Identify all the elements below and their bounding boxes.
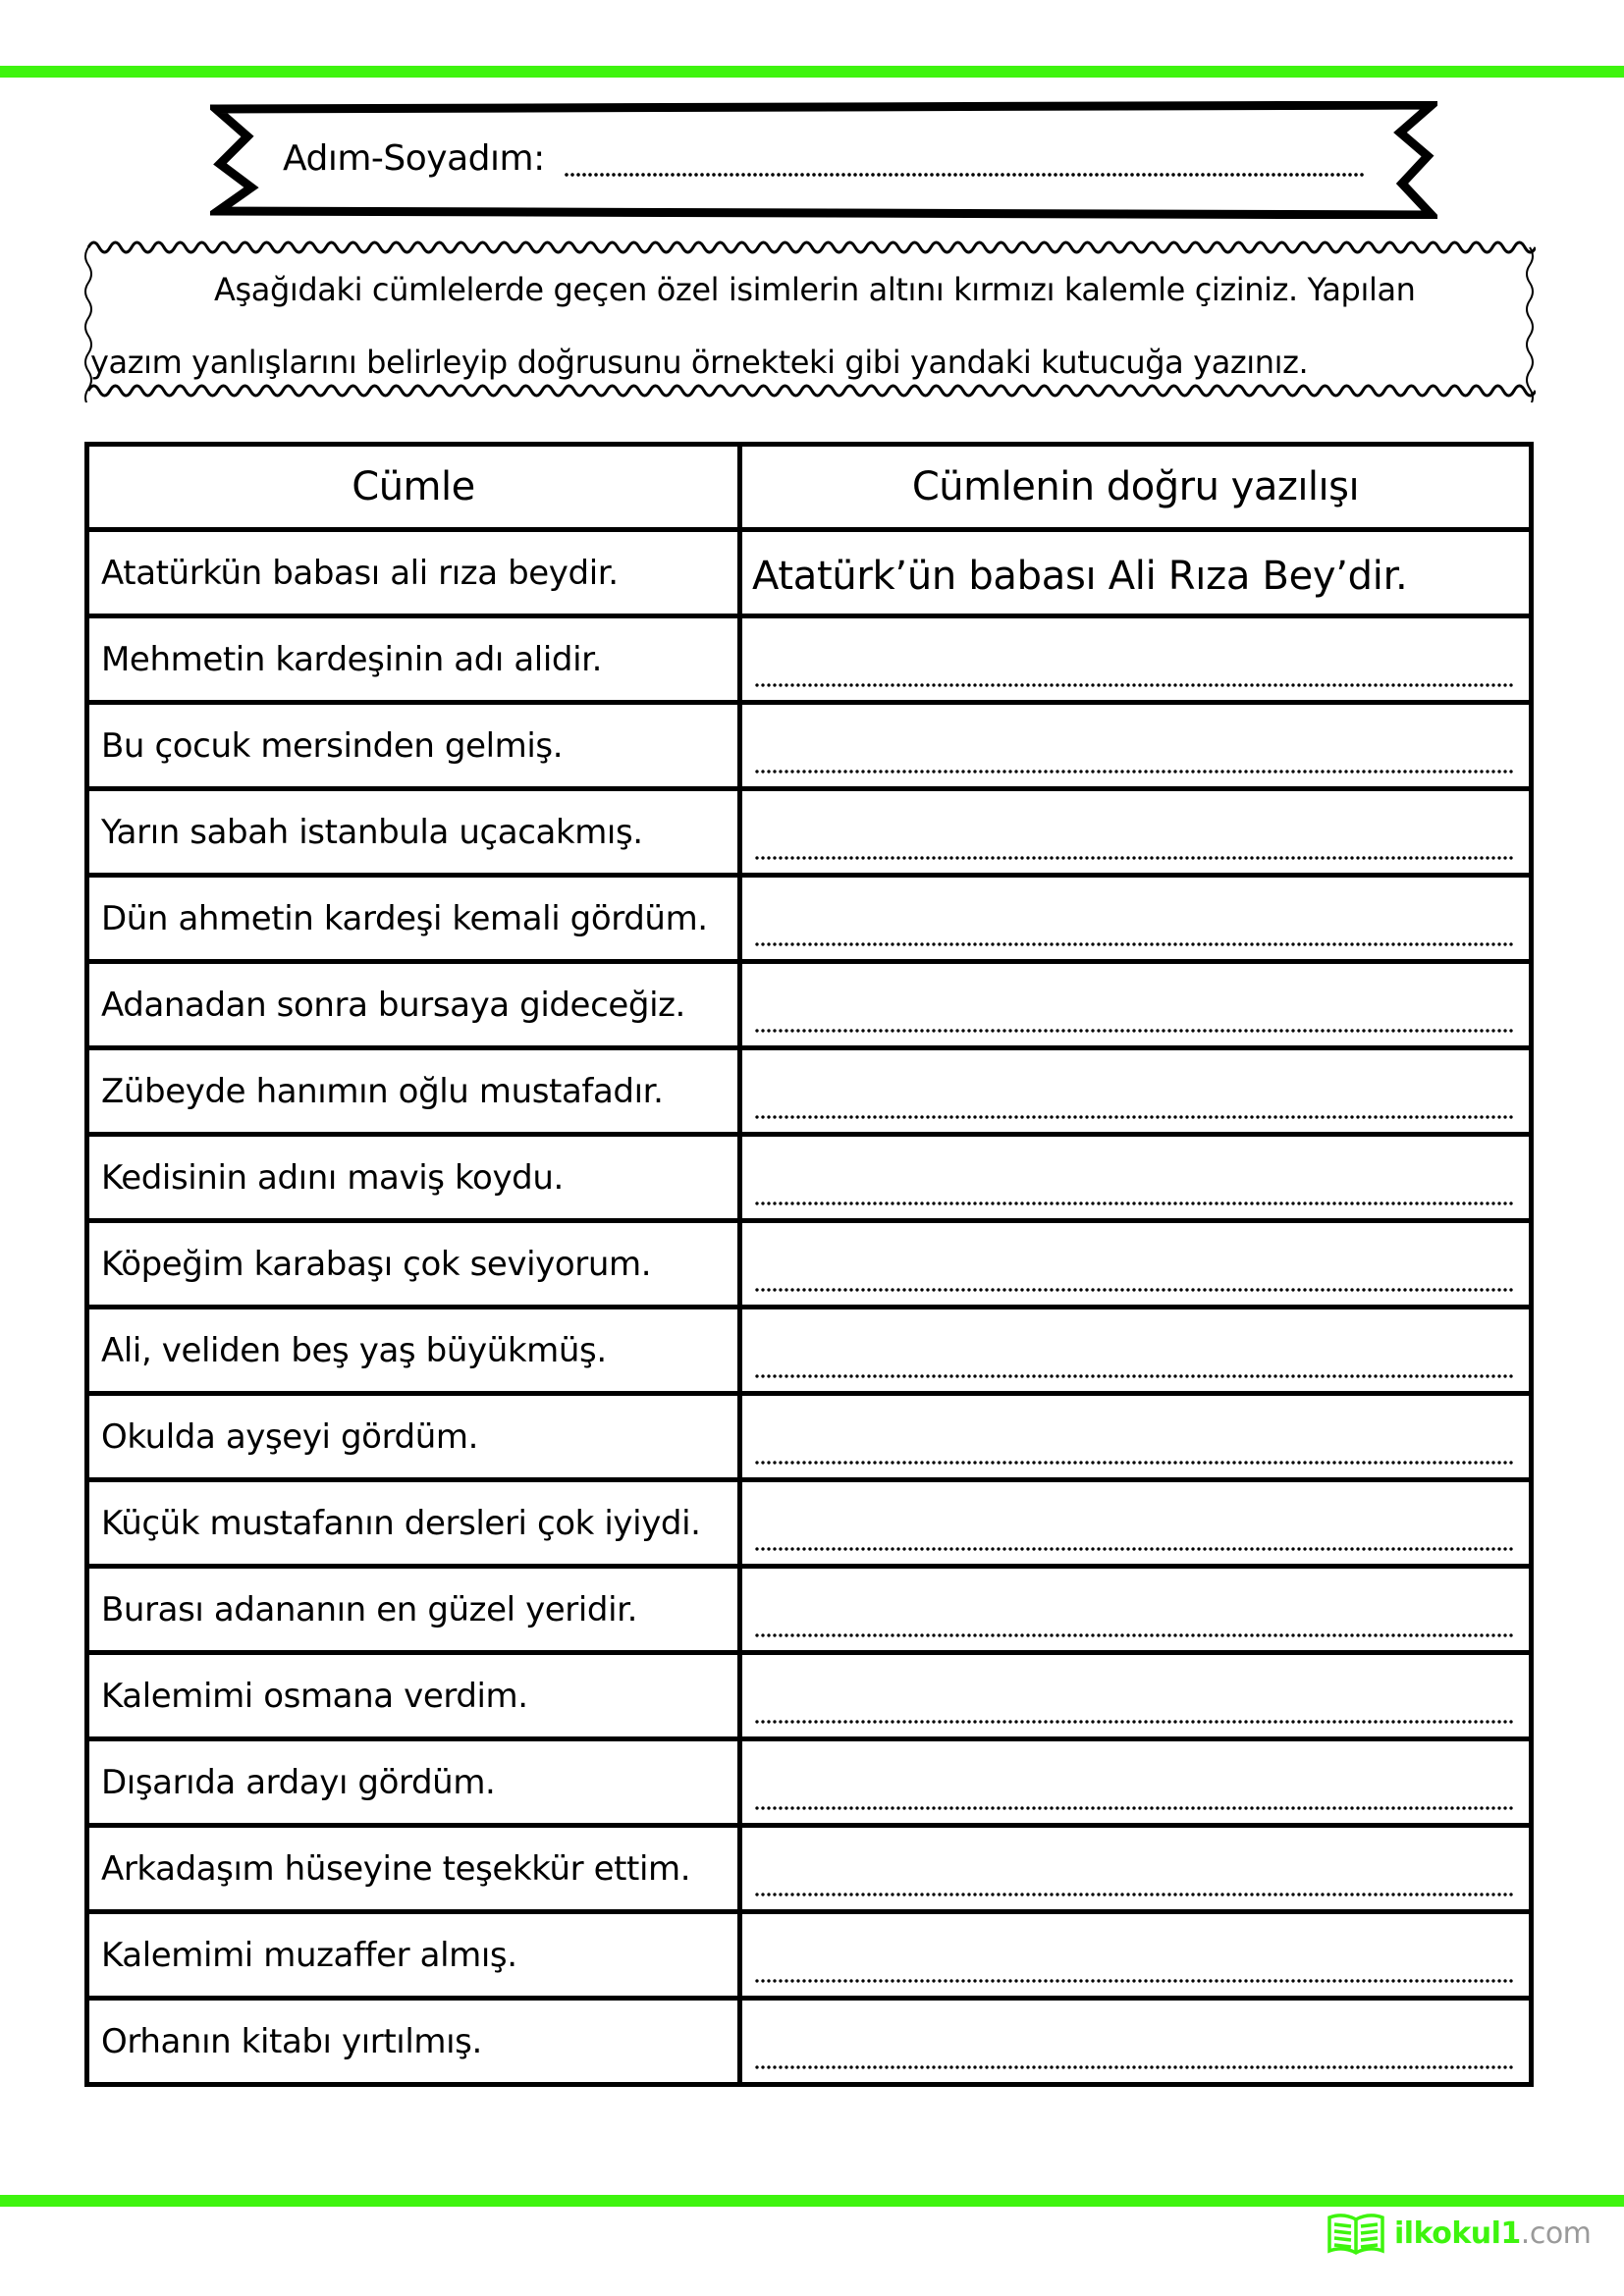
answer-dotted-line[interactable] [754, 1201, 1513, 1206]
answer-cell[interactable] [740, 703, 1532, 789]
table-row [87, 1135, 1532, 1221]
sentence-cell: Zübeyde hanımın oğlu mustafadır. [87, 1048, 740, 1135]
column-header-sentence: Cümle [87, 445, 740, 530]
sentence-cell: Mehmetin kardeşinin adı alidir. [87, 616, 740, 703]
name-input-line[interactable] [564, 172, 1364, 178]
answer-dotted-line[interactable] [754, 1978, 1513, 1984]
table-row [87, 1653, 1532, 1739]
site-logo [1326, 2209, 1591, 2258]
sentence-cell: Orhanın kitabı yırtılmış. [87, 1999, 740, 2085]
answer-cell[interactable] [740, 1739, 1532, 1826]
sentence-cell: Adanadan sonra bursaya gideceğiz. [87, 962, 740, 1048]
answer-dotted-line[interactable] [754, 941, 1513, 947]
table-row [87, 876, 1532, 962]
answer-dotted-line[interactable] [754, 1114, 1513, 1120]
table-row [87, 1308, 1532, 1394]
sentence-cell: Bu çocuk mersinden gelmiş. [87, 703, 740, 789]
answer-cell[interactable] [740, 1653, 1532, 1739]
sentence-cell: Kalemimi muzaffer almış. [87, 1912, 740, 1999]
top-accent-bar [0, 66, 1624, 78]
answer-cell[interactable] [740, 1394, 1532, 1480]
bottom-accent-bar [0, 2195, 1624, 2207]
answer-dotted-line[interactable] [754, 769, 1513, 774]
table-row [87, 789, 1532, 876]
table-row [87, 1999, 1532, 2085]
instructions-text [90, 253, 1504, 399]
table-row [87, 1912, 1532, 1999]
sentence-cell: Dışarıda ardayı gördüm. [87, 1739, 740, 1826]
wavy-border-segment [88, 242, 1536, 252]
instructions-line-1: Aşağıdaki cümlelerde geçen özel isimlerin altını kırmızı kalemle çiziniz. Yapılan [214, 271, 1416, 308]
answer-dotted-line[interactable] [754, 1546, 1513, 1552]
table-row [87, 1739, 1532, 1826]
sentence-cell: Okulda ayşeyi gördüm. [87, 1394, 740, 1480]
answer-cell[interactable] [740, 789, 1532, 876]
answer-dotted-line[interactable] [754, 1460, 1513, 1466]
answer-dotted-line[interactable] [754, 1287, 1513, 1293]
open-book-icon [1326, 2212, 1386, 2255]
table-row [87, 1221, 1532, 1308]
answer-cell[interactable] [740, 1480, 1532, 1567]
answer-cell[interactable] [740, 1999, 1532, 2085]
answer-cell[interactable] [740, 1567, 1532, 1653]
answer-cell[interactable] [740, 616, 1532, 703]
sentence-cell: Arkadaşım hüseyine teşekkür ettim. [87, 1826, 740, 1912]
table-row [87, 616, 1532, 703]
answer-dotted-line[interactable] [754, 1719, 1513, 1725]
sentence-cell: Köpeğim karabaşı çok seviyorum. [87, 1221, 740, 1308]
sentence-cell: Dün ahmetin kardeşi kemali gördüm. [87, 876, 740, 962]
sentence-cell: Yarın sabah istanbula uçacakmış. [87, 789, 740, 876]
answer-dotted-line[interactable] [754, 1028, 1513, 1034]
logo-text [1394, 2216, 1591, 2251]
answer-dotted-line[interactable] [754, 855, 1513, 861]
answer-dotted-line[interactable] [754, 1632, 1513, 1638]
sentence-cell: Kedisinin adını maviş koydu. [87, 1135, 740, 1221]
answer-cell[interactable] [740, 876, 1532, 962]
column-header-correct-spelling: Cümlenin doğru yazılışı [740, 445, 1532, 530]
table-row [87, 703, 1532, 789]
answer-cell[interactable] [740, 1135, 1532, 1221]
table-row [87, 962, 1532, 1048]
table-header-row [87, 445, 1532, 530]
answer-dotted-line[interactable] [754, 682, 1513, 688]
sentence-cell: Atatürkün babası ali rıza beydir. [87, 530, 740, 616]
answer-cell[interactable] [740, 962, 1532, 1048]
table-row [87, 1480, 1532, 1567]
answer-cell[interactable] [740, 1308, 1532, 1394]
name-banner [210, 101, 1437, 219]
answer-cell[interactable] [740, 1048, 1532, 1135]
worksheet-table [84, 442, 1534, 2087]
table-row [87, 1394, 1532, 1480]
instructions-line-2: yazım yanlışlarını belirleyip doğrusunu örnekteki gibi yandaki kutucuğa yazınız. [90, 344, 1309, 381]
answer-dotted-line[interactable] [754, 2064, 1513, 2070]
logo-brand: ilkokul1 [1394, 2216, 1521, 2251]
answer-cell [740, 530, 1532, 616]
answer-cell[interactable] [740, 1826, 1532, 1912]
table-row [87, 1048, 1532, 1135]
answer-dotted-line[interactable] [754, 1805, 1513, 1811]
table-row [87, 1826, 1532, 1912]
example-answer: Atatürk’ün babası Ali Rıza Bey’dir. [752, 553, 1408, 599]
logo-tld: .com [1520, 2216, 1592, 2251]
table-row [87, 1567, 1532, 1653]
table-row [87, 530, 1532, 616]
sentence-cell: Ali, veliden beş yaş büyükmüş. [87, 1308, 740, 1394]
sentence-cell: Küçük mustafanın dersleri çok iyiydi. [87, 1480, 740, 1567]
sentence-cell: Kalemimi osmana verdim. [87, 1653, 740, 1739]
name-label: Adım-Soyadım: [283, 138, 545, 179]
answer-cell[interactable] [740, 1912, 1532, 1999]
instructions-box [82, 236, 1536, 402]
answer-dotted-line[interactable] [754, 1373, 1513, 1379]
sentence-cell: Burası adananın en güzel yeridir. [87, 1567, 740, 1653]
answer-dotted-line[interactable] [754, 1892, 1513, 1897]
wavy-border-segment [1527, 247, 1533, 402]
answer-cell[interactable] [740, 1221, 1532, 1308]
